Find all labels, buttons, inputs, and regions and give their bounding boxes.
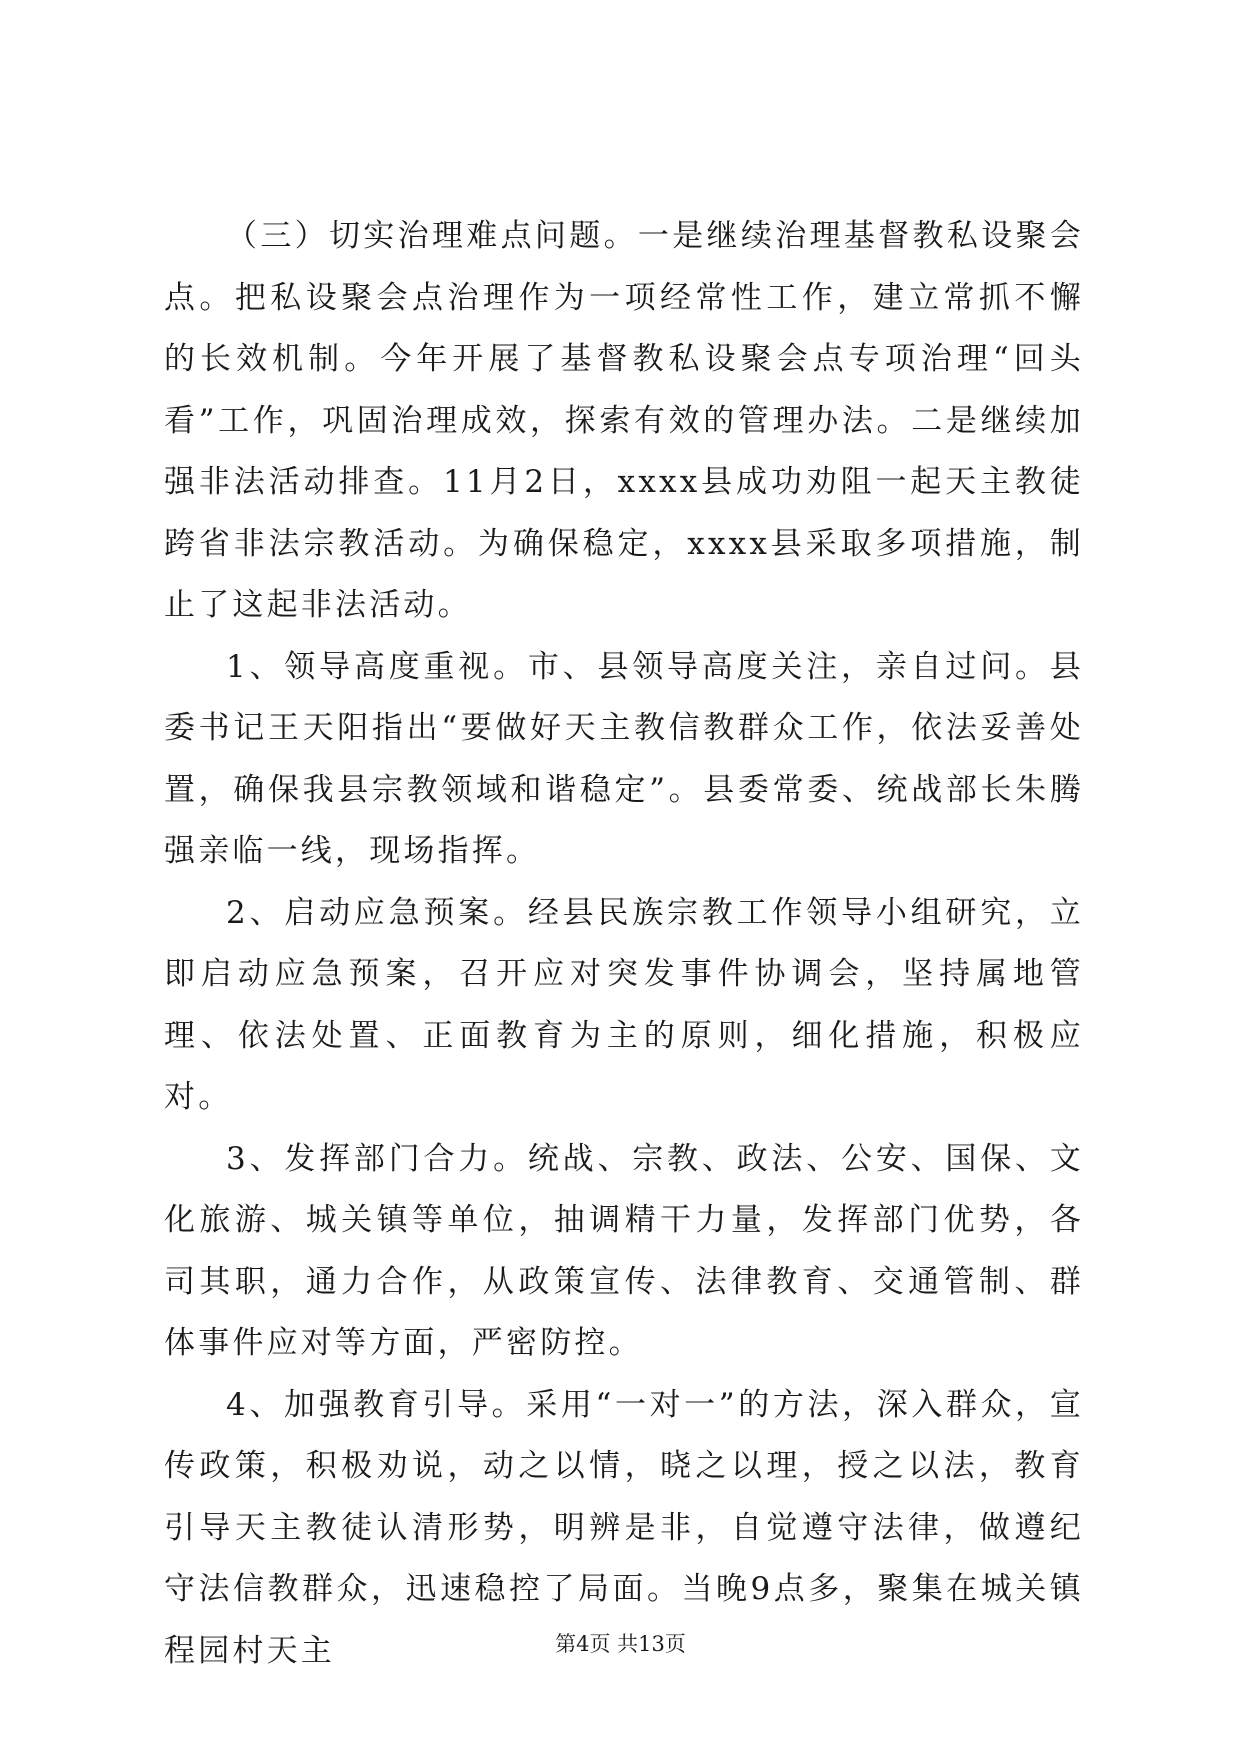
paragraph-emergency-plan: 2、启动应急预案。经县民族宗教工作领导小组研究，立即启动应急预案，召开应对突发事件协调会，坚持属地管理、依法处置、正面教育为主的原则，细化措施，积极应对。 [164,894,1084,1115]
page-number-footer: 第4页 共13页 [555,1632,686,1656]
paragraph-leadership: 1、领导高度重视。市、县领导高度关注，亲自过问。县委书记王天阳指出“要做好天主教信教群众工作，依法妥善处置，确保我县宗教领域和谐稳定”。县委常委、统战部长朱腾强亲临一线，现场指挥。 [164,648,1084,869]
document-body [164,206,1084,1682]
paragraph-difficult-issues: （三）切实治理难点问题。一是继续治理基督教私设聚会点。把私设聚会点治理作为一项经常性工作，建立常抓不懈的长效机制。今年开展了基督教私设聚会点专项治理“回头看”工作，巩固治理成效，探索有效的管理办法。二是继续加强非法活动排查。11月2日，xxxx县成功劝阻一起天主教徒跨省非法宗教活动。为确保稳定，xxxx县采取多项措施，制止了这起非法活动。 [164,218,1084,623]
paragraph-department-cooperation: 3、发挥部门合力。统战、宗教、政法、公安、国保、文化旅游、城关镇等单位，抽调精干力量，发挥部门优势，各司其职，通力合作，从政策宣传、法律教育、交通管制、群体事件应对等方面，严密防控。 [164,1140,1084,1361]
paragraph-education-guidance: 4、加强教育引导。采用“一对一”的方法，深入群众，宣传政策，积极劝说，动之以情，晓之以理，授之以法，教育引导天主教徒认清形势，明辨是非，自觉遵守法律，做遵纪守法信教群众，迅速稳控了局面。当晚9点多，聚集在城关镇程园村天主 [164,1386,1084,1669]
